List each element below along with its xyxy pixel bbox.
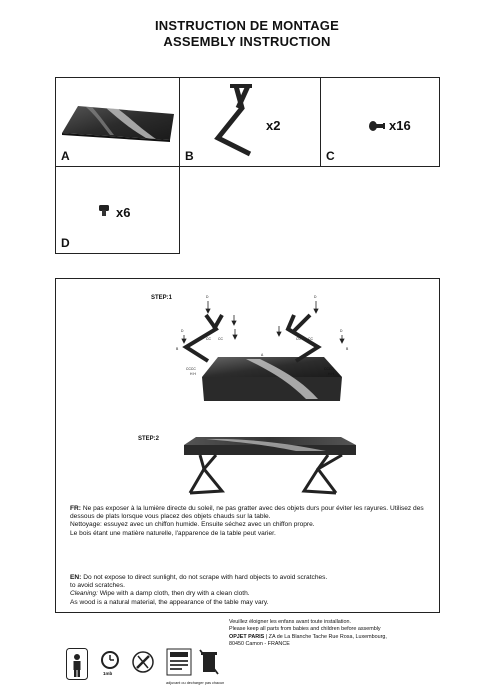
footer-text (229, 619, 479, 648)
callout-cc-3: CC (296, 337, 301, 341)
company-name: OPJET PARIS (229, 633, 265, 640)
callout-d-3: D (181, 329, 184, 333)
en-line1b: to avoid scratches. (70, 582, 125, 590)
step2-label: STEP:2 (138, 436, 160, 442)
bin-icon (198, 648, 220, 680)
callout-b-1: B (176, 347, 179, 351)
callout-cccc-1: CCCC (186, 367, 196, 371)
manual-icon (166, 648, 192, 680)
callout-d-2: D (314, 295, 317, 299)
part-b-box (179, 77, 321, 167)
part-c-box (320, 77, 440, 167)
time-label: 1mb (103, 671, 113, 676)
fr-line1: Ne pas exposer à la lumière directe du soleil, ne pas gratter avec des objets durs pour éviter les rayures. Utilisez des dessous de plats lorsque vous placez des objets chauds sur la table. (70, 505, 424, 521)
part-a-box (55, 77, 180, 167)
callout-b-2: B (346, 347, 349, 351)
assembly-steps-box (55, 278, 440, 613)
address-line2: 80450 Camon - FRANCE (229, 640, 290, 647)
step1-exploded-drawing (56, 279, 439, 419)
tools-icon (132, 648, 154, 680)
callout-d-4: D (340, 329, 343, 333)
fr-prefix: FR: (70, 505, 81, 512)
part-a-label: A (61, 149, 70, 163)
notes-fr (70, 505, 440, 538)
notes-en (70, 574, 440, 607)
en-line1: Do not expose to direct sunlight, do not scrape with hard objects to avoid scratches. (81, 574, 328, 581)
part-d-qty: x6 (116, 205, 131, 220)
warning-fr: Veuillez éloigner les enfans avant toute installation. (229, 619, 351, 625)
warning-en: Please keep all parts from babies and children before assembly (229, 626, 381, 633)
part-d-label: D (61, 236, 70, 250)
callout-cc-2: CC (218, 337, 223, 341)
fr-line3: Le bois étant une matière naturelle, l'apparence de la table peut varier. (70, 529, 276, 537)
part-d-box (55, 166, 180, 254)
step2-assembled-table (56, 429, 439, 509)
address-line1: | ZA de La Blanche Tache Rue Rosa, Luxembourg, (264, 633, 387, 640)
en-prefix: EN: (70, 574, 82, 581)
step1-label: STEP:1 (151, 295, 173, 301)
callout-cccc-2: CCCC (324, 367, 334, 371)
part-b-qty: x2 (266, 118, 281, 133)
callout-cc-1: CC (206, 337, 211, 341)
title-en: ASSEMBLY INSTRUCTION (163, 34, 331, 49)
person-icon (66, 648, 88, 680)
table-top-illustration (56, 78, 179, 166)
recycle-caption: adjuvant ou decharger pas chacun (166, 681, 225, 685)
part-b-label: B (185, 149, 194, 163)
en-line3: As wood is a natural material, the appearance of the table may vary. (70, 598, 269, 606)
callout-hh-1: H H (190, 372, 196, 376)
callout-hh-2: H H (328, 372, 334, 376)
fr-line2: Nettoyage: essuyez avec un chiffon humide. Ensuite séchez avec un chiffon propre. (70, 521, 315, 529)
callout-a: A (261, 353, 264, 357)
table-leg-icon (180, 78, 320, 166)
callout-cc-4: CC (308, 337, 313, 341)
title-fr: INSTRUCTION DE MONTAGE (155, 18, 339, 33)
screw-icon (321, 78, 439, 166)
en-cleaning-label: Cleaning: (70, 590, 98, 598)
clock-icon (99, 648, 121, 680)
part-c-label: C (326, 149, 335, 163)
callout-d-1: D (206, 295, 209, 299)
en-cleaning-text: Wipe with a damp cloth, then dry with a clean cloth. (97, 590, 250, 598)
part-c-qty: x16 (389, 118, 411, 133)
